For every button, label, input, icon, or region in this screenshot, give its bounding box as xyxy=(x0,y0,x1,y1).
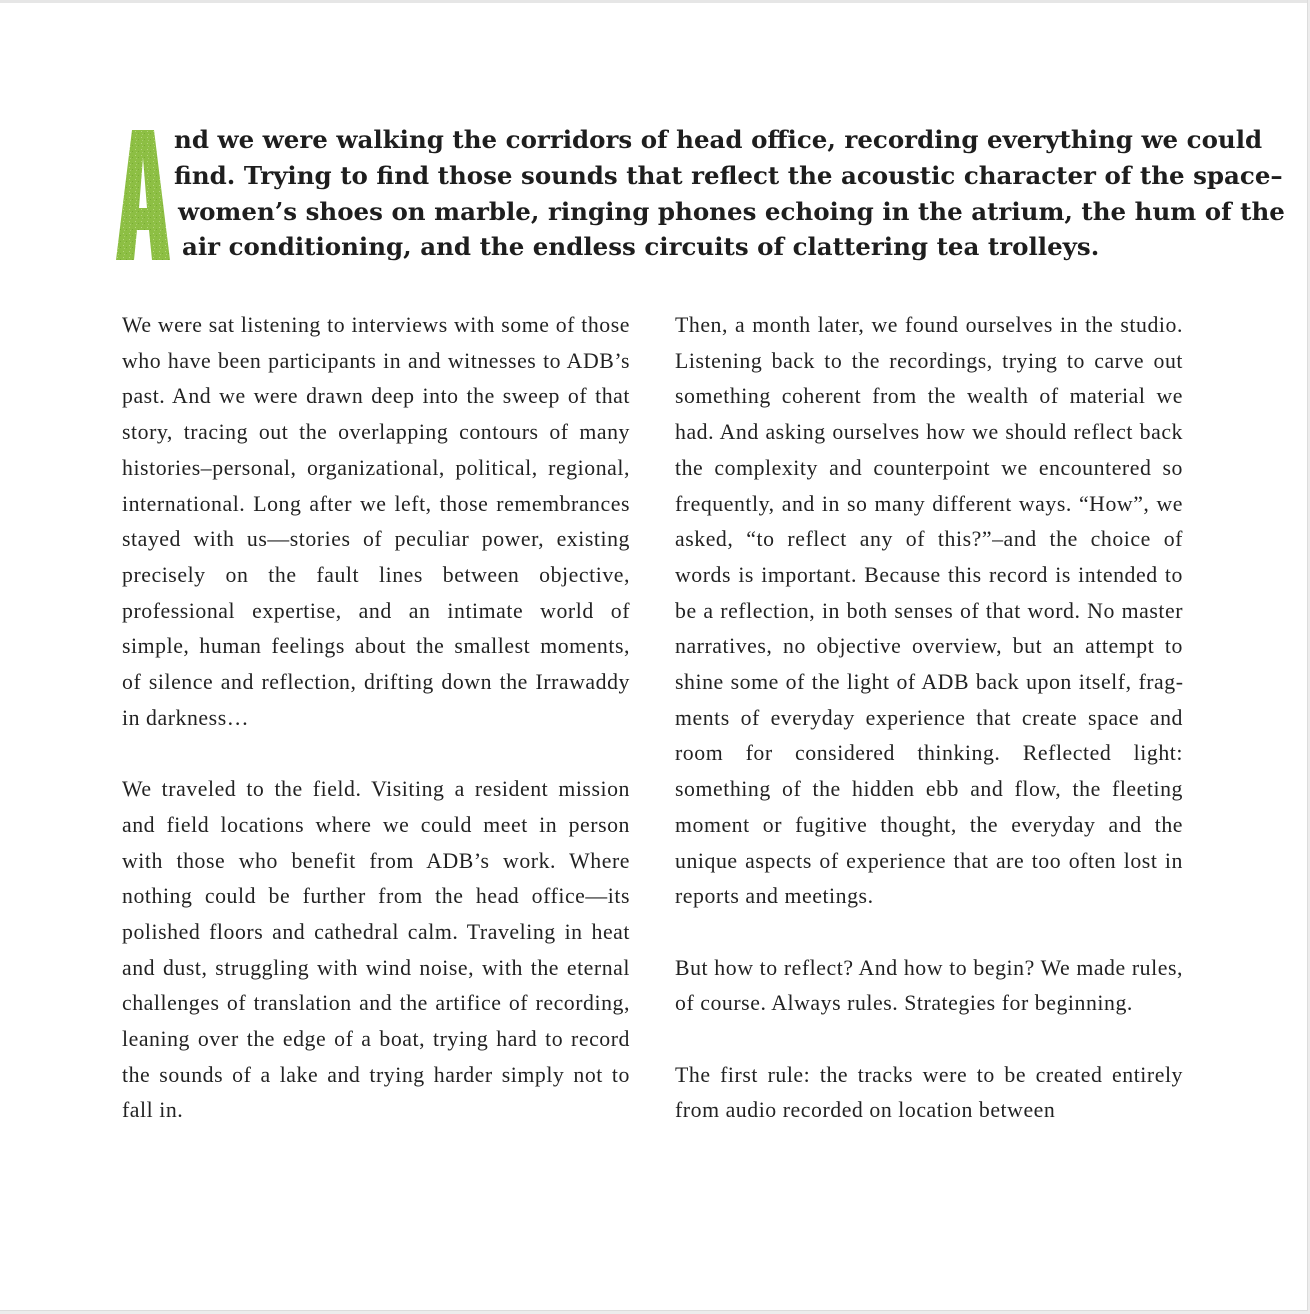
lead-line-3: women’s shoes on marble, ringing phones echoing in the atrium, the hum of the xyxy=(178,197,1285,226)
left-column xyxy=(122,308,630,1129)
lead-paragraph xyxy=(116,124,1285,264)
dropcap-text: A xyxy=(139,242,147,253)
body-paragraph: We traveled to the field. Visiting a resident mission and field locations where we could meet in person with those who benefit from ADB’s work. Where nothing could be further from the head office—its polished floors and cathedral calm. Traveling in heat and dust, struggling with wind noise, with the eternal challenges of translation and the artifice of recording, leaning over the edge of a boat, trying hard to record the sounds of a lake and trying harder simply not to fall in. xyxy=(122,777,630,1123)
page-top-edge xyxy=(0,0,1307,3)
body-paragraph: Then, a month later, we found ourselves in the studio. Listening back to the recordings, trying to carve out something coherent from the wealth of material we had. And asking ourselves how we should reflect back the complexity and counterpoint we encountered so frequently, and in so many different ways. “How”, we asked, “to reflect any of this?”–and the choice of words is important. Because this record is intended to be a reflection, in both senses of that word. No master narratives, no objective overview, but an attempt to shine some of the light of ADB back upon itself, fragments of everyday experience that create space and room for considered thinking. Reflected light: something of the hidden ebb and flow, the fleeting moment or fugitive thought, the everyday and the unique aspects of experience that are too often lost in reports and meetings. xyxy=(675,313,1183,909)
body-paragraph: But how to reflect? And how to begin? We made rules, of course. Always rules. Strategies for beginning. xyxy=(675,955,1183,1016)
lead-line-2: find. Trying to find those sounds that reflect the acoustic character of the space– xyxy=(174,161,1283,190)
body-paragraph: The first rule: the tracks were to be created entirely from audio recorded on location between xyxy=(675,1062,1183,1123)
body-paragraph: We were sat listening to interviews with some of those who have been participants in and witnesses to ADB’s past. And we were drawn deep into the sweep of that story, tracing out the overlapping contours of many histories–personal, organizational, political, regional, international. Long after we left, those remembrances stayed with us—stories of peculiar power, existing precisely on the fault lines between objective, professional expertise, and an intimate world of simple, human feelings about the smallest moments, of silence and reflection, drifting down the Irrawaddy in darkness… xyxy=(122,313,630,730)
dropcap-letter xyxy=(116,130,170,260)
lead-line-4: air conditioning, and the endless circuits of clattering tea trolleys. xyxy=(182,232,1100,261)
right-column xyxy=(675,308,1183,1129)
lead-line-1: nd we were walking the corridors of head office, recording everything we could xyxy=(174,125,1263,154)
